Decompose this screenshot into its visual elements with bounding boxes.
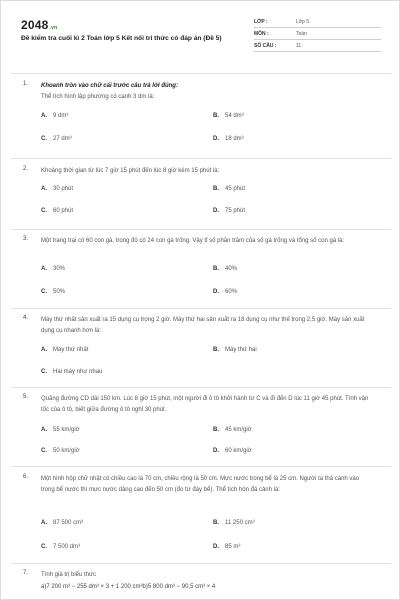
question-text: Tính giá trị biểu thức bbox=[41, 572, 97, 578]
option-b[interactable]: B. Máy thứ hai bbox=[213, 347, 257, 353]
question-text: Khoảng thời gian từ lúc 7 giờ 15 phút đến lúc 8 giờ kém 15 phút là: bbox=[41, 168, 220, 174]
meta-row-subject bbox=[254, 28, 381, 40]
divider bbox=[11, 563, 391, 564]
divider bbox=[11, 73, 391, 74]
question-text: Khoanh tròn vào chữ cái trước câu trả lời đúng: Thể tích hình lập phương có cạnh 3 dm là: bbox=[41, 81, 371, 103]
question-number: 3. bbox=[23, 236, 29, 242]
option-c[interactable]: C. 27 dm³ bbox=[41, 136, 72, 142]
question-text: Một hình hộp chữ nhật có chiều cao là 70 cm, chiều rộng là 50 cm. Mực nước trong bể là 25 cm. Người ta thả cánh vào trong bể nước thì mực nước dâng cao đến 50 cm (đo từ đáy bể). Thể tích hòn đá cảnh là: bbox=[41, 476, 360, 493]
divider bbox=[11, 229, 391, 230]
meta-label: MÔN : bbox=[254, 31, 269, 37]
option-a[interactable]: A. 87 500 cm³ bbox=[41, 520, 84, 526]
meta-table bbox=[254, 16, 381, 52]
question-7 bbox=[23, 570, 371, 600]
option-b[interactable]: B. 45 phút bbox=[213, 186, 246, 192]
meta-label: SỐ CÂU : bbox=[254, 43, 277, 49]
question-number: 4. bbox=[23, 315, 29, 321]
divider bbox=[11, 158, 391, 159]
site-logo[interactable]: 2048.vn bbox=[21, 18, 58, 32]
question-5 bbox=[23, 394, 371, 464]
option-b[interactable]: B. 45 km/giờ bbox=[213, 427, 252, 433]
question-text: Máy thứ nhất sản xuất ra 15 dụng cụ trong 2 giờ. Máy thứ hai sản xuất ra 18 dụng cụ như thế trong 2,5 giờ. Máy sản xuất dụng cụ nhanh hơn là: bbox=[41, 317, 365, 334]
option-d[interactable]: D. 18 dm³ bbox=[213, 136, 244, 142]
meta-row-class bbox=[254, 16, 381, 28]
option-d[interactable]: D. 60% bbox=[213, 289, 238, 295]
meta-value: Lớp 5 bbox=[296, 19, 310, 25]
question-2 bbox=[23, 166, 371, 226]
question-1 bbox=[23, 81, 371, 151]
option-d[interactable]: D. 85 m³ bbox=[213, 544, 241, 550]
meta-value: Toán bbox=[296, 31, 307, 37]
option-c[interactable]: C. 50 km/giờ bbox=[41, 448, 80, 454]
question-number: 2. bbox=[23, 166, 29, 172]
option-c[interactable]: C. 7 500 dm³ bbox=[41, 544, 81, 550]
option-b[interactable]: B. 40% bbox=[213, 266, 238, 272]
option-d[interactable]: D. 75 phút bbox=[213, 208, 246, 214]
question-3 bbox=[23, 236, 371, 306]
question-6 bbox=[23, 474, 371, 564]
expression-line: a)7 200 m³ − 255 dm³ × 3 + 1 200 cm³b)5 800 dm³ − 90,5 cm³ × 4 bbox=[41, 584, 216, 590]
divider bbox=[11, 466, 391, 467]
question-heading: Khoanh tròn vào chữ cái trước câu trả lời đúng: bbox=[41, 83, 178, 89]
meta-label: LỚP : bbox=[254, 19, 268, 25]
meta-row-count bbox=[254, 40, 381, 52]
meta-value: 11 bbox=[296, 43, 302, 49]
option-c[interactable]: C. 60 phút bbox=[41, 208, 74, 214]
question-text: Một trang trại có 60 con gà, trong đó có 24 con gà trống. Vậy tỉ số phần trăm của số gà trống và tổng số con gà là: bbox=[41, 238, 345, 244]
document-title: Đề kiểm tra cuối kì 2 Toán lớp 5 Kết nối tri thức có đáp án (Đề 5) bbox=[21, 35, 222, 42]
option-a[interactable]: A. 30% bbox=[41, 266, 66, 272]
divider bbox=[11, 308, 391, 309]
question-text: Quãng đường CD dài 150 km. Lúc 8 giờ 15 phút, một người đi ô tô khởi hành từ C và đi đến D lúc 11 giờ 45 phút. Tính vận tốc của ô tô, biết giữa đường ô tô nghỉ 30 phút. bbox=[41, 396, 369, 413]
question-number: 5. bbox=[23, 394, 29, 400]
document-header bbox=[11, 13, 391, 63]
question-number: 1. bbox=[23, 81, 29, 87]
option-a[interactable]: A. 9 dm³ bbox=[41, 113, 69, 119]
option-c[interactable]: C. Hai máy như nhau bbox=[41, 369, 103, 375]
option-c[interactable]: C. 50% bbox=[41, 289, 66, 295]
option-a[interactable]: A. 55 km/giờ bbox=[41, 427, 80, 433]
option-a[interactable]: A. 30 phút bbox=[41, 186, 74, 192]
divider bbox=[11, 387, 391, 388]
question-4 bbox=[23, 315, 371, 385]
question-number: 6. bbox=[23, 474, 29, 480]
option-a[interactable]: A. Máy thứ nhất bbox=[41, 347, 89, 353]
option-b[interactable]: B. 54 dm³ bbox=[213, 113, 244, 119]
question-number: 7. bbox=[23, 570, 29, 576]
option-d[interactable]: D. 60 km/giờ bbox=[213, 448, 252, 454]
option-b[interactable]: B. 11 250 cm³ bbox=[213, 520, 255, 526]
